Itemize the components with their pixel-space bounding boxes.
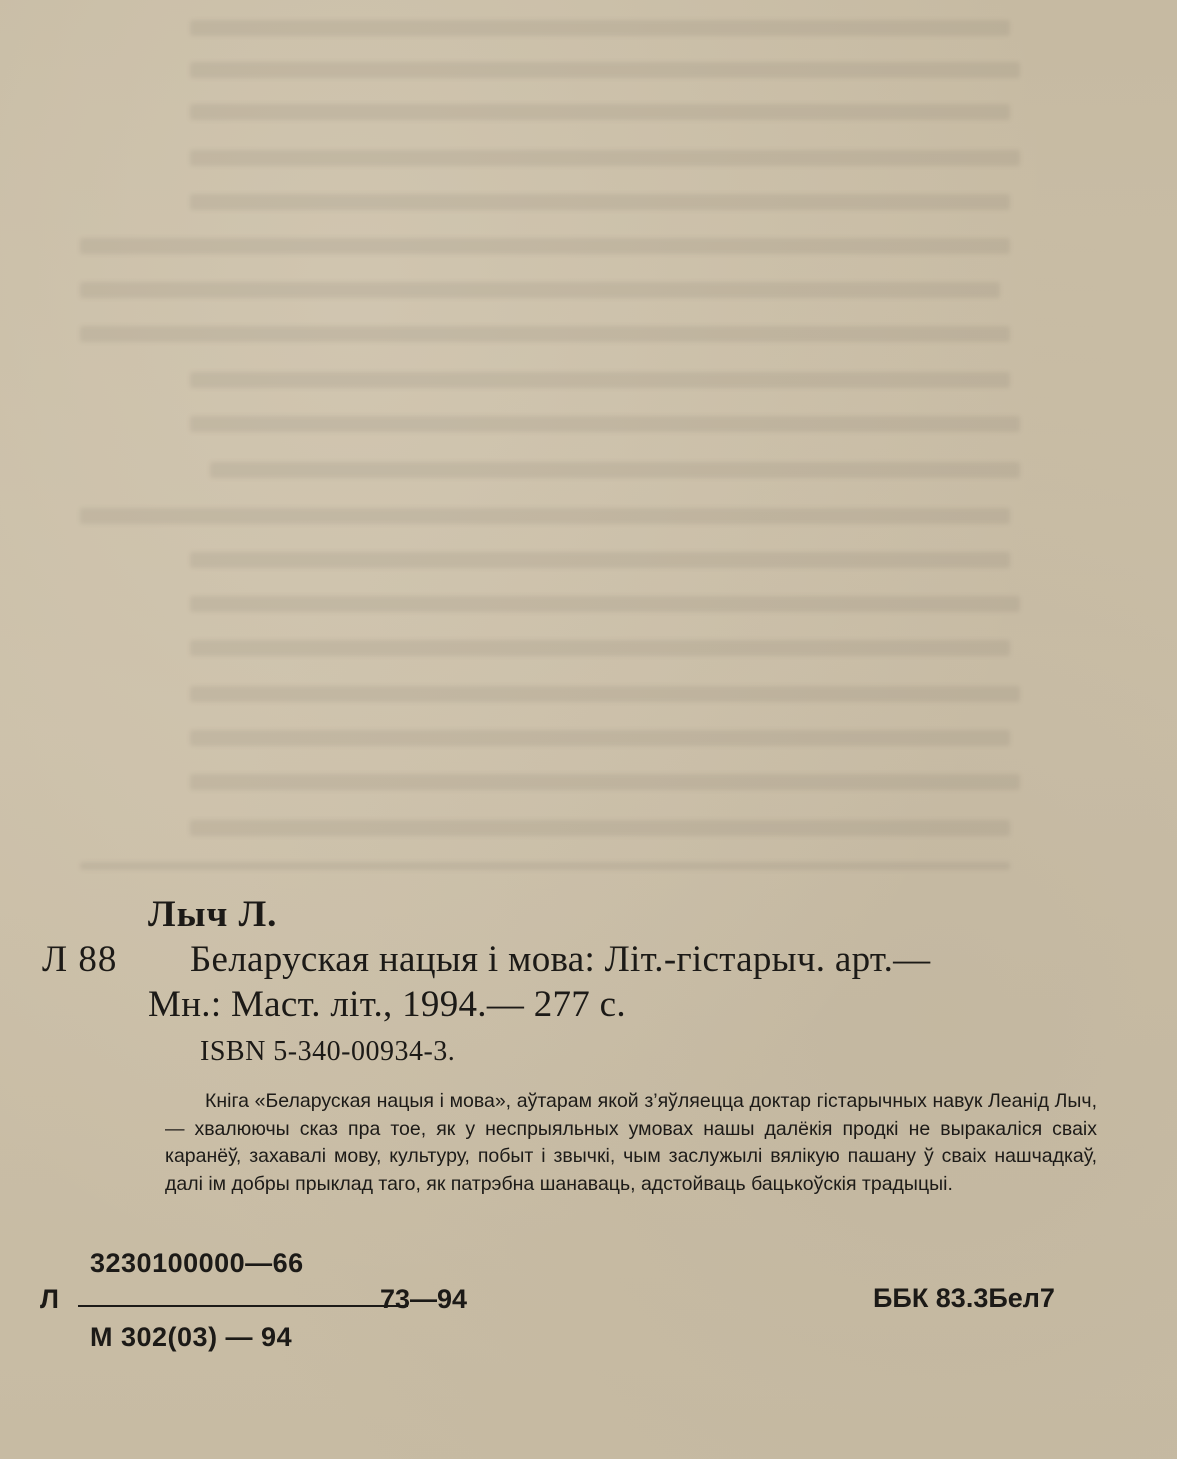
annotation-text: Кніга «Беларуская нацыя і мова», аўтарам якой з’яўляецца доктар гістарычных навук Леанід Лыч,— хвалюючы сказ пра тое, як у неспрыяльных умовах нашы далёкія продкі не выракаліся сваіх каранёў, захавалі мову, культуру, побыт і звычкі, чым заслужылі вялікую пашану ў сваіх нашчадкаў, далі ім добры прыклад таго, як патрэбна шанаваць, адстойваць бацькоўскія традыцыі. bbox=[165, 1090, 1097, 1195]
isbn: ISBN 5-340-00934-3. bbox=[200, 1036, 456, 1067]
bbk-classification: ББК 83.3Бел7 bbox=[873, 1283, 1055, 1313]
title-line: Беларуская нацыя і мова: Літ.-гістарыч. арт.— bbox=[190, 939, 931, 980]
imprint-line: Мн.: Маст. літ., 1994.— 277 с. bbox=[148, 984, 626, 1025]
cipher-fraction-rule bbox=[78, 1305, 408, 1307]
cipher-denominator: М 302(03) — 94 bbox=[90, 1322, 293, 1352]
cipher-order: 73—94 bbox=[380, 1284, 468, 1314]
publishing-cipher bbox=[40, 1248, 520, 1388]
cipher-letter: Л bbox=[40, 1284, 59, 1314]
author-heading: Лыч Л. bbox=[148, 894, 278, 935]
cipher-numerator: 3230100000—66 bbox=[90, 1248, 304, 1278]
call-mark: Л 88 bbox=[42, 939, 118, 980]
